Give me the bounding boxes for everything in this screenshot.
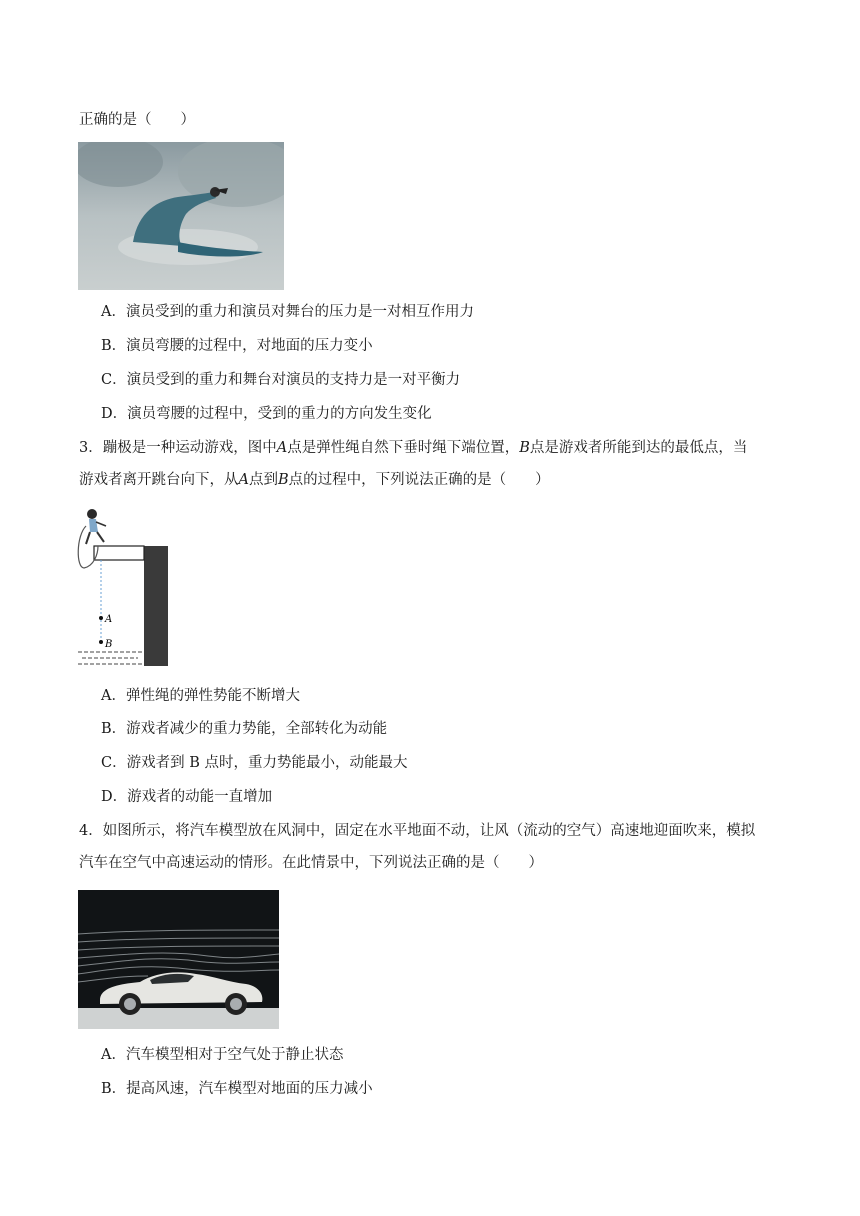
q4-option-a: A．汽车模型相对于空气处于静止状态 <box>101 1047 344 1063</box>
q3-stem-line1: 3．蹦极是一种运动游戏，图中A点是弹性绳自然下垂时绳下端位置，B点是游戏者所能到达的最低点，当 <box>79 440 748 456</box>
q3-option-c: C．游戏者到 B 点时，重力势能最小，动能最大 <box>101 755 408 771</box>
q3-option-b: B．游戏者减少的重力势能，全部转化为动能 <box>101 721 388 737</box>
q4-stem-line2: 汽车在空气中高速运动的情形。在此情景中，下列说法正确的是（ ） <box>79 855 543 871</box>
q4-option-b: B．提高风速，汽车模型对地面的压力减小 <box>101 1081 373 1097</box>
diagram-label-b: B <box>105 639 113 650</box>
q2-option-d: D．演员弯腰的过程中，受到的重力的方向发生变化 <box>101 406 432 422</box>
wind-tunnel-car-photo <box>78 890 279 1029</box>
q3-option-d: D．游戏者的动能一直增加 <box>101 789 273 805</box>
q2-option-c: C．演员受到的重力和舞台对演员的支持力是一对平衡力 <box>101 372 461 388</box>
q4-stem-line1: 4．如图所示，将汽车模型放在风洞中，固定在水平地面不动，让风（流动的空气）高速地迎面吹来，模拟 <box>79 823 756 839</box>
q2-option-a: A．演员受到的重力和演员对舞台的压力是一对相互作用力 <box>101 304 474 320</box>
dancer-photo <box>78 142 284 290</box>
point-b-label: B <box>519 440 530 456</box>
q3-option-a: A．弹性绳的弹性势能不断增大 <box>101 688 300 704</box>
q2-stem-tail: 正确的是（ ） <box>79 112 195 128</box>
bungee-diagram <box>76 506 172 670</box>
point-a-label: A <box>276 440 288 456</box>
q3-stem-line2: 游戏者离开跳台向下，从A点到B点的过程中，下列说法正确的是（ ） <box>79 472 550 488</box>
q2-option-b: B．演员弯腰的过程中，对地面的压力变小 <box>101 338 373 354</box>
diagram-label-a: A <box>105 614 113 625</box>
